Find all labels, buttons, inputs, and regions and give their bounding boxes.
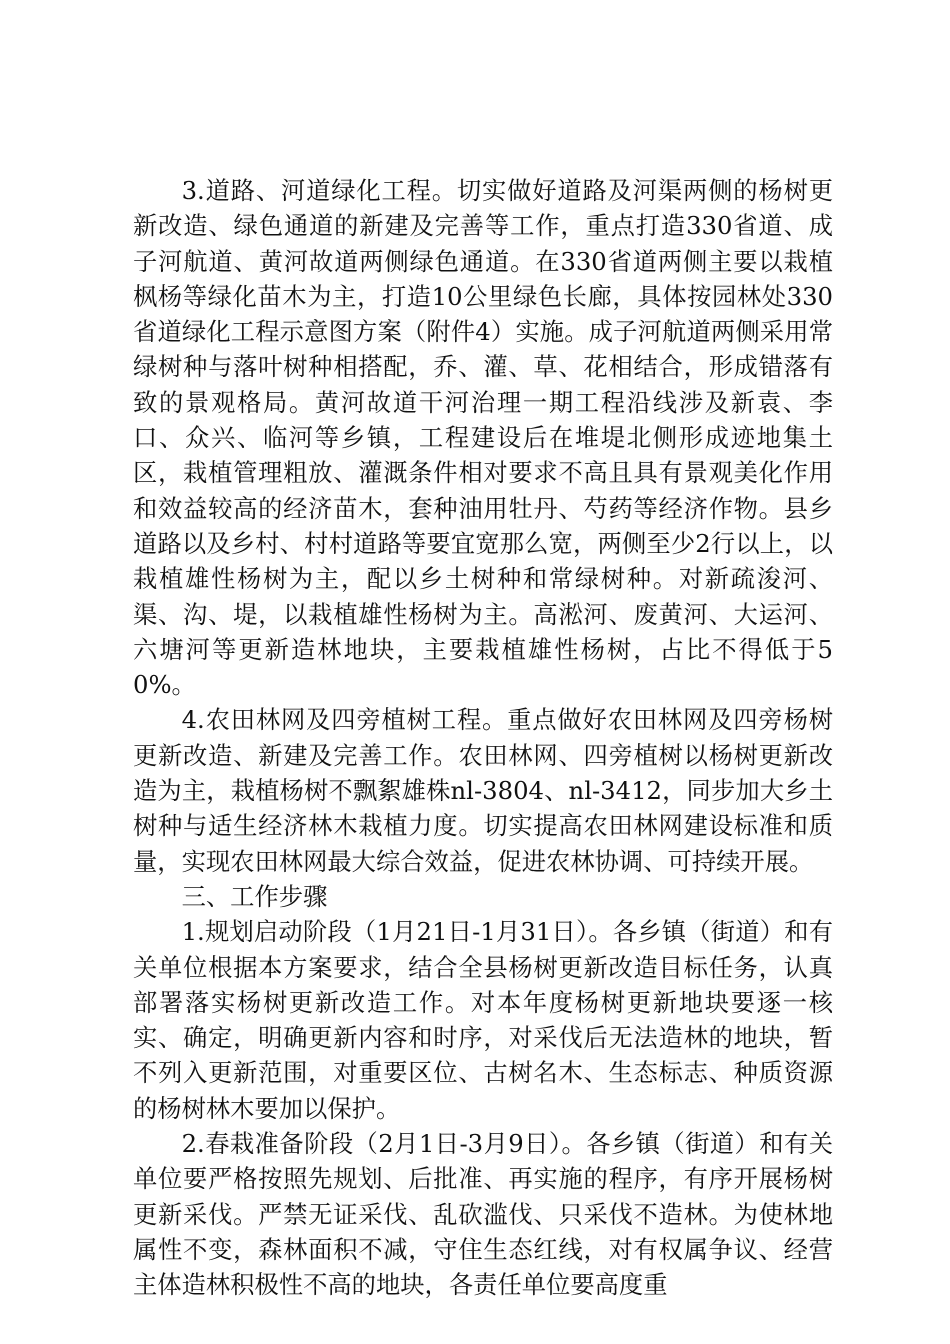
paragraph-step-spring-preparation: 2.春栽准备阶段（2月1日-3月9日）。各乡镇（街道）和有关单位要严格按照先规划、后批准、再实施的程序，有序开展杨树更新采伐。严禁无证采伐、乱砍滥伐、只采伐不造林。为使林地属性不变，森林面积不减，守住生态红线，对有权属争议、经营主体造林积极性不高的地块，各责任单位要高度重 [133, 1129, 833, 1300]
paragraph-road-river-greening: 3.道路、河道绿化工程。切实做好道路及河渠两侧的杨树更新改造、绿色通道的新建及完善等工作，重点打造330省道、成子河航道、黄河故道两侧绿色通道。在330省道两侧主要以栽植枫杨等绿化苗木为主，打造10公里绿色长廊，具体按园林处330省道绿化工程示意图方案（附件4）实施。成子河航道两侧采用常绿树种与落叶树种相搭配，乔、灌、草、花相结合，形成错落有致的景观格局。黄河故道干河治理一期工程沿线涉及新袁、李口、众兴、临河等乡镇，工程建设后在堆堤北侧形成迹地集土区，栽植管理粗放、灌溉条件相对要求不高且具有景观美化作用和效益较高的经济苗木，套种油用牡丹、芍药等经济作物。县乡道路以及乡村、村村道路等要宜宽那么宽，两侧至少2行以上，以栽植雄性杨树为主，配以乡土树种和常绿树种。对新疏浚河、渠、沟、堤，以栽植雄性杨树为主。高淞河、废黄河、大运河、六塘河等更新造林地块，主要栽植雄性杨树，占比不得低于50%。 [133, 176, 833, 700]
paragraph-step-planning-launch: 1.规划启动阶段（1月21日-1月31日）。各乡镇（街道）和有关单位根据本方案要求，结合全县杨树更新改造目标任务，认真部署落实杨树更新改造工作。对本年度杨树更新地块要逐一核实、确定，明确更新内容和时序，对采伐后无法造林的地块，暂不列入更新范围，对重要区位、古树名木、生态标志、种质资源的杨树林木要加以保护。 [133, 917, 833, 1123]
section-heading-work-steps: 三、工作步骤 [181, 881, 328, 911]
paragraph-farmland-shelterbelt: 4.农田林网及四旁植树工程。重点做好农田林网及四旁杨树更新改造、新建及完善工作。农田林网、四旁植树以杨树更新改造为主，栽植杨树不飘絮雄株nl-3804、nl-3412，同步加大乡土树种与适生经济林木栽植力度。切实提高农田林网建设标准和质量，实现农田林网最大综合效益，促进农林协调、可持续开展。 [133, 705, 833, 876]
document-page [133, 173, 833, 1303]
